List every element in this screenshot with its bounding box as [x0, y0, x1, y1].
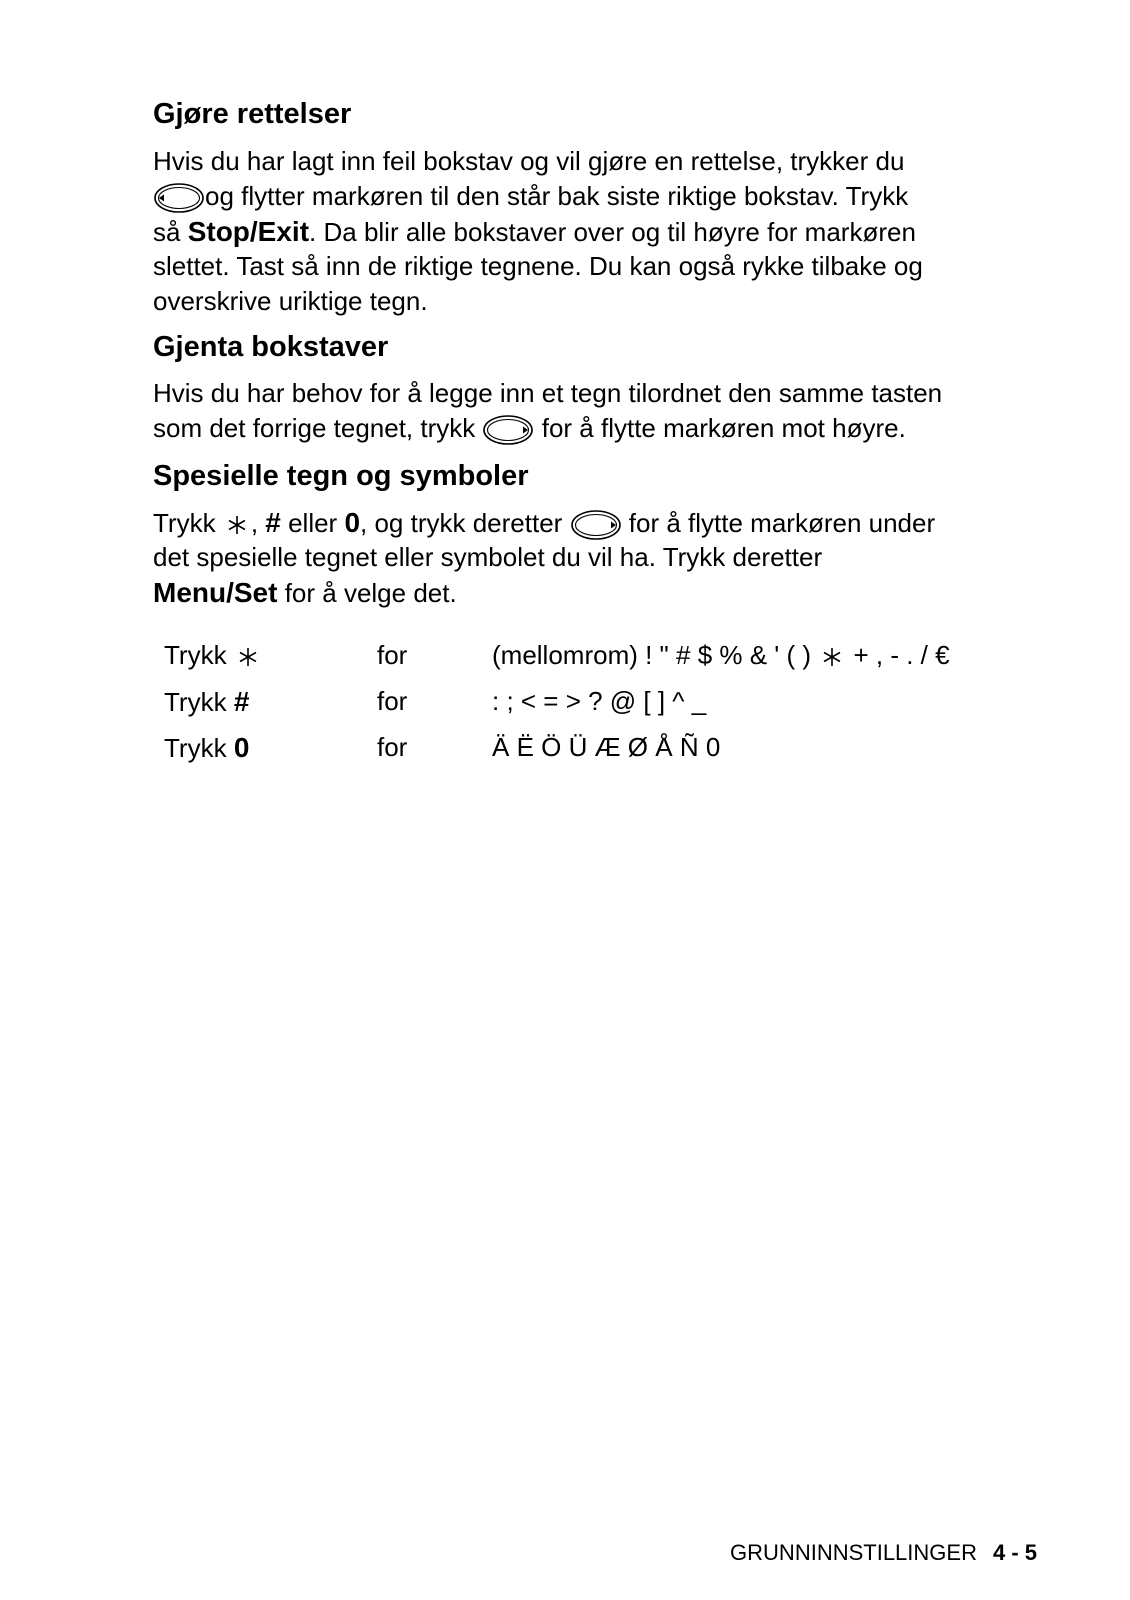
- table-cell-for: for: [377, 732, 408, 762]
- table-cell-key: [164, 732, 249, 764]
- text-line: Hvis du har behov for å legge inn et tegn tilordnet den samme tasten: [153, 378, 943, 408]
- paragraph-spesielle-tegn: [153, 505, 1053, 610]
- right-arrow-key-icon: [482, 413, 534, 447]
- page-footer: [730, 1540, 1037, 1566]
- text-line: det spesielle tegnet eller symbolet du vil ha. Trykk deretter: [153, 542, 823, 572]
- asterisk-symbol-icon: [820, 645, 844, 669]
- right-arrow-key-icon: [570, 508, 622, 542]
- table-cell-key: [164, 640, 262, 671]
- text-line: Hvis du har lagt inn feil bokstav og vil gjøre en rettelse, trykker du: [153, 146, 905, 176]
- heading-spesielle-tegn: Spesielle tegn og symboler: [153, 460, 529, 492]
- hash-key-label: #: [233, 686, 250, 717]
- heading-gjenta-bokstaver: Gjenta bokstaver: [153, 331, 389, 363]
- text-line: [153, 411, 1053, 446]
- text-segment: for å velge det.: [277, 578, 457, 608]
- trykk-label: Trykk: [164, 640, 227, 670]
- table-cell-characters: : ; < = > ? @ [ ] ^ _: [492, 686, 707, 716]
- menu-set-key-label: Menu/Set: [153, 577, 278, 608]
- special-characters-table: [164, 640, 1044, 778]
- text-segment: , og trykk deretter: [360, 508, 563, 538]
- hash-key-label: #: [265, 507, 281, 538]
- chapter-title: GRUNNINNSTILLINGER: [730, 1540, 977, 1565]
- text-segment: så: [153, 217, 188, 247]
- trykk-label: Trykk: [164, 687, 227, 717]
- text-segment: og flytter markøren til den står bak siste riktige bokstav. Trykk: [205, 181, 909, 211]
- text-segment: . Da blir alle bokstaver over og til høyre for markøren: [309, 217, 916, 247]
- text-line: overskrive uriktige tegn.: [153, 286, 428, 316]
- table-cell-key: [164, 686, 249, 718]
- table-cell-characters: Ä Ë Ö Ü Æ Ø Å Ñ 0: [492, 732, 721, 762]
- characters-text: + , - . /: [853, 640, 928, 670]
- text-line: [153, 179, 1053, 214]
- text-segment: for å flytte markøren mot høyre.: [541, 413, 906, 443]
- characters-text: (mellomrom) ! " # $ % & ' ( ): [492, 640, 812, 670]
- text-line: [153, 505, 1053, 540]
- stop-exit-key-label: Stop/Exit: [187, 216, 310, 247]
- asterisk-key-icon: [225, 513, 249, 537]
- paragraph-gjenta-bokstaver: [153, 376, 1053, 446]
- text-line: [153, 575, 1053, 610]
- zero-key-label: 0: [233, 732, 250, 763]
- text-segment: ,: [250, 508, 259, 538]
- left-arrow-key-icon: [153, 181, 205, 215]
- text-segment: for å flytte markøren under: [628, 508, 936, 538]
- table-row: [164, 732, 1044, 778]
- table-row: [164, 686, 1044, 732]
- table-cell-for: for: [377, 686, 408, 716]
- text-segment: Trykk: [153, 508, 216, 538]
- text-segment: som det forrige tegnet, trykk: [153, 413, 476, 443]
- paragraph-gjore-rettelser: [153, 144, 1053, 319]
- table-row: [164, 640, 1044, 686]
- table-cell-characters: [492, 640, 950, 671]
- heading-gjore-rettelser: Gjøre rettelser: [153, 98, 352, 130]
- text-line: [153, 214, 1053, 249]
- text-line: slettet. Tast så inn de riktige tegnene. Du kan også rykke tilbake og: [153, 251, 923, 281]
- asterisk-key-icon: [236, 645, 260, 669]
- euro-symbol: €: [935, 640, 950, 670]
- trykk-label: Trykk: [164, 733, 227, 763]
- table-cell-for: for: [377, 640, 408, 670]
- text-segment: eller: [280, 508, 345, 538]
- page-number: 4 - 5: [992, 1540, 1037, 1565]
- zero-key-label: 0: [344, 507, 361, 538]
